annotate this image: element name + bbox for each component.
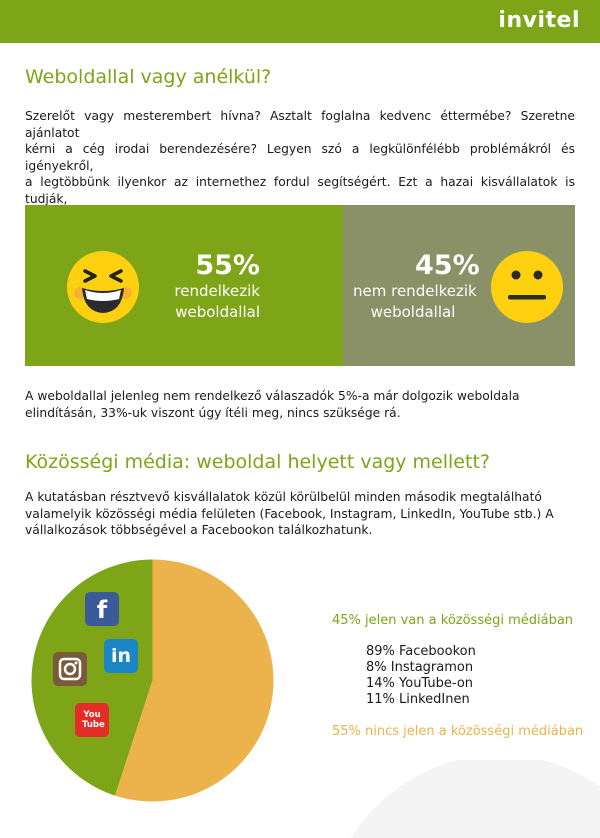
decorative-background-circle	[300, 760, 600, 838]
section2-intro-line: vállalkozások többségével a Facebookon találkozhatunk.	[25, 523, 373, 537]
section1-note-line: A weboldallal jelenleg nem rendelkező válaszadók 5%-a már dolgozik weboldala	[25, 389, 520, 403]
facebook-icon: f	[85, 592, 119, 626]
has-website-label	[174, 281, 260, 323]
platform-list	[366, 644, 476, 708]
laughing-smiley-icon	[66, 250, 140, 324]
no-website-panel	[343, 205, 575, 366]
platform-youtube: 14% YouTube-on	[366, 676, 474, 691]
section2-intro	[25, 489, 575, 539]
section2-intro-line: valamelyik közösségi média felületen (Facebook, Instagram, LinkedIn, YouTube stb.) A	[25, 506, 554, 521]
has-website-label-line: weboldallal	[175, 303, 260, 321]
has-website-panel	[25, 205, 343, 366]
no-website-label-line: weboldallal	[370, 303, 456, 321]
has-website-percent: 55%	[195, 250, 260, 281]
header-bar	[0, 0, 600, 43]
neutral-smiley-icon	[490, 250, 564, 324]
has-website-label-line: rendelkezik	[174, 282, 260, 300]
no-website-label-line: nem rendelkezik	[353, 282, 477, 300]
section2-intro-line: A kutatásban résztvevő kisvállalatok közül körülbelül minden második megtalálható	[25, 490, 542, 504]
platform-linkedin: 11% LinkedInen	[366, 692, 470, 707]
section2-title: Közösségi média: weboldal helyett vagy mellett?	[25, 451, 490, 473]
brand-logo: invitel	[498, 8, 580, 33]
platform-facebook: 89% Facebookon	[366, 644, 476, 659]
youtube-icon	[75, 703, 109, 737]
no-website-percent: 45%	[415, 250, 480, 281]
absent-label: 55% nincs jelen a közösségi médiában	[332, 724, 584, 739]
section1-title: Weboldallal vagy anélkül?	[25, 66, 272, 88]
no-website-label	[353, 281, 477, 323]
section1-intro-line: a legtöbbünk ilyenkor az internethez fordul segítségért. Ezt a hazai kisvállalatok is tudják,	[25, 175, 575, 206]
instagram-icon	[53, 652, 87, 686]
section1-note	[25, 388, 575, 421]
youtube-icon-text: You Tube	[82, 710, 105, 730]
section1-note-line: elindításán, 33%-uk viszont úgy ítéli meg, nincs szüksége rá.	[25, 405, 401, 420]
present-label: 45% jelen van a közösségi médiában	[332, 613, 574, 628]
linkedin-icon: in	[104, 639, 138, 673]
section1-intro-line: Szerelőt vagy mesterembert hívna? Asztalt foglalna kedvenc éttermébe? Szeretne ajánlatot	[25, 109, 575, 140]
platform-instagram: 8% Instagramon	[366, 660, 474, 675]
section1-intro-line: kérni a cég irodai berendezésére? Legyen szó a legkülönfélébb problémákról és igényekről,	[25, 142, 575, 173]
